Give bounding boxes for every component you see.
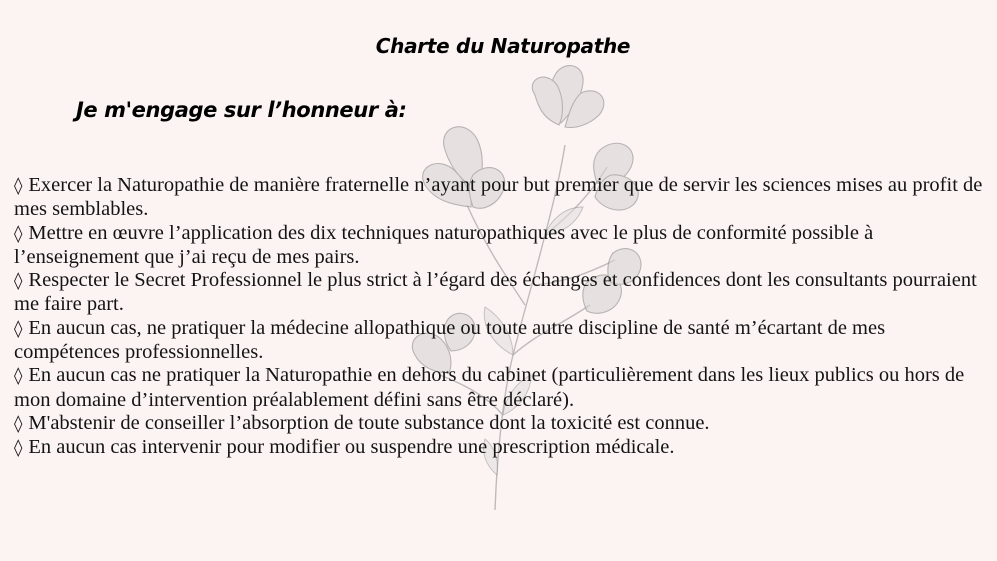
diamond-bullet-icon: ◊: [14, 223, 23, 244]
list-item-text: Respecter le Secret Professionnel le plus strict à l’égard des échanges et confidences dont les consultants pourraient me faire part.: [14, 269, 977, 316]
page-title: Charte du Naturopathe: [375, 34, 631, 58]
diamond-bullet-icon: ◊: [14, 271, 23, 292]
list-item-text: M'abstenir de conseiller l’absorption de toute substance dont la toxicité est connue.: [28, 411, 710, 434]
list-item-text: En aucun cas intervenir pour modifier ou suspendre une prescription médicale.: [28, 436, 675, 459]
list-item: [14, 364, 989, 412]
engagement-list: [14, 174, 989, 461]
list-item-text: En aucun cas, ne pratiquer la médecine allopathique ou toute autre discipline de santé m’écartant de mes compétences professionnelles.: [14, 316, 886, 364]
list-item-text: En aucun cas ne pratiquer la Naturopathie en dehors du cabinet (particulièrement dans les lieux publics ou hors de mon domaine d’intervention préalablement défini sans être déclaré).: [14, 364, 965, 411]
list-item: [14, 174, 989, 222]
list-item: [14, 269, 989, 317]
diamond-bullet-icon: ◊: [14, 176, 23, 196]
diamond-bullet-icon: ◊: [14, 438, 23, 459]
list-item-text: Exercer la Naturopathie de manière fraternelle n’ayant pour but premier que de servir les sciences mises au profit de mes semblables.: [14, 174, 983, 221]
diamond-bullet-icon: ◊: [14, 318, 23, 339]
list-item: [14, 222, 989, 270]
list-item: [14, 412, 989, 436]
list-item: [14, 436, 989, 460]
list-item: [14, 317, 989, 365]
diamond-bullet-icon: ◊: [14, 366, 23, 387]
list-item-text: Mettre en œuvre l’application des dix techniques naturopathiques avec le plus de conformité possible à l’enseignement que j’ai reçu de mes pairs.: [14, 221, 874, 268]
diamond-bullet-icon: ◊: [14, 413, 23, 434]
engagement-heading: Je m'engage sur l’honneur à:: [76, 98, 407, 122]
